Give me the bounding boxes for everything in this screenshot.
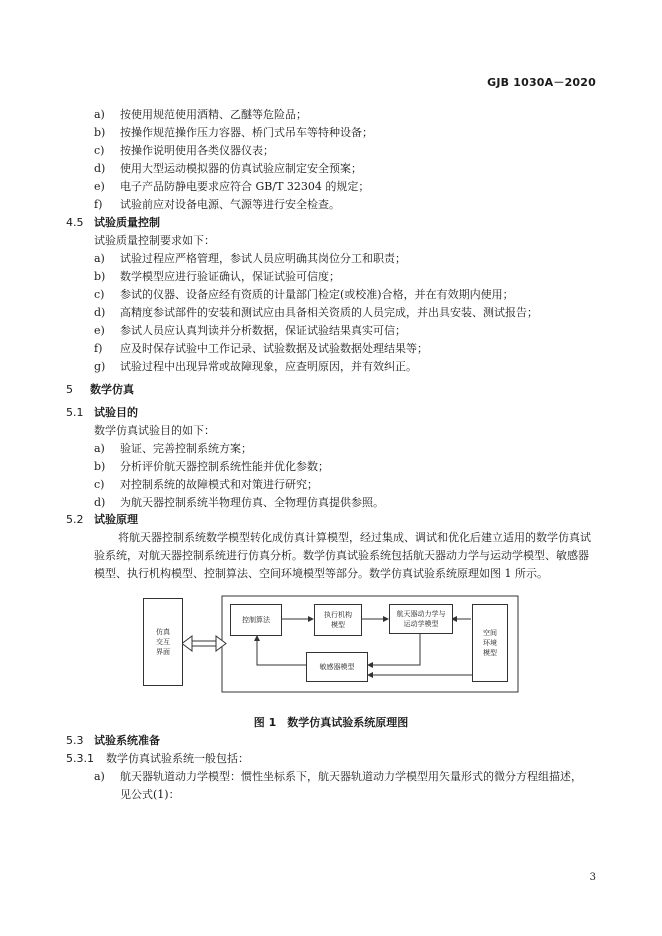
item-text: 应及时保存试验中工作记录、试验数据及试验数据处理结果等； (120, 342, 428, 355)
section-title: 试验质量控制 (94, 216, 160, 229)
item-label: a) (94, 770, 105, 783)
sensor-model-box: 敏感器模型 (306, 652, 368, 682)
item-label: e) (94, 324, 105, 337)
section-heading-4-5: 4.5 试验质量控制 (66, 216, 160, 229)
simulation-ui-box: 仿真 交互 界面 (143, 598, 183, 686)
item-text: 参试的仪器、设备应经有资质的计量部门检定(或校准)合格，并在有效期内使用； (120, 288, 514, 301)
item-label: e) (94, 180, 105, 193)
item-label: f) (94, 198, 103, 211)
section-heading-5: 5 数学仿真 (66, 383, 134, 396)
item-text: 电子产品防静电要求应符合 GB/T 32304 的规定； (120, 180, 370, 193)
space-environment-box: 空间 环境 模型 (472, 604, 508, 682)
control-algorithm-box: 控制算法 (230, 604, 282, 636)
subsection-text: 数学仿真试验系统一般包括： (106, 752, 249, 765)
paragraph-line: 将航天器控制系统数学模型转化成仿真计算模型，经过集成、调试和优化后建立适用的数学仿真试 (118, 531, 591, 544)
item-text: 高精度参试部件的安装和测试应由具备相关资质的人员完成，并出具安装、测试报告； (120, 306, 538, 319)
item-text: 按操作规范操作压力容器、桥门式吊车等特种设备； (120, 126, 373, 139)
item-text: 验证、完善控制系统方案； (120, 442, 252, 455)
item-label: f) (94, 342, 103, 355)
item-text: 为航天器控制系统半物理仿真、全物理仿真提供参照。 (120, 496, 384, 509)
item-label: a) (94, 442, 105, 455)
item-text: 试验过程中出现异常或故障现象，应查明原因，并有效纠正。 (120, 360, 417, 373)
paragraph-line: 验系统，对航天器控制系统进行仿真分析。数学仿真试验系统包括航天器动力学与运动学模型、敏感器 (94, 549, 589, 562)
list-item-continuation: 见公式(1)： (120, 788, 180, 801)
figure-caption: 图 1 数学仿真试验系统原理图 (253, 716, 409, 729)
item-label: c) (94, 144, 105, 157)
item-text: 试验前应对设备电源、气源等进行安全检查。 (120, 198, 340, 211)
actuator-model-box: 执行机构 模型 (314, 604, 362, 636)
section-title: 数学仿真 (90, 383, 134, 396)
item-text: 参试人员应认真判读并分析数据，保证试验结果真实可信； (120, 324, 406, 337)
page-number: 3 (589, 872, 596, 883)
bidirectional-arrow (182, 636, 226, 651)
item-label: b) (94, 270, 106, 283)
section-intro: 试验质量控制要求如下： (94, 234, 215, 247)
section-heading-5-1: 5.1 试验目的 (66, 406, 138, 419)
arrow-dynamics-sensor (368, 632, 420, 665)
item-label: d) (94, 306, 106, 319)
dynamics-model-box: 航天器动力学与 运动学模型 (389, 604, 453, 634)
section-title: 试验目的 (94, 406, 138, 419)
item-text: 数学模型应进行验证确认，保证试验可信度； (120, 270, 340, 283)
item-text: 对控制系统的故障模式和对策进行研究； (120, 478, 318, 491)
section-heading-5-2: 5.2 试验原理 (66, 513, 138, 526)
item-label: b) (94, 460, 106, 473)
item-text: 分析评价航天器控制系统性能并优化参数； (120, 460, 329, 473)
item-label: a) (94, 252, 105, 265)
section-title: 试验原理 (94, 513, 138, 526)
item-text: 航天器轨道动力学模型：惯性坐标系下，航天器轨道动力学模型用矢量形式的微分方程组描述， (120, 770, 582, 783)
item-text: 按操作说明使用各类仪器仪表； (120, 144, 274, 157)
item-label: d) (94, 496, 106, 509)
item-label: c) (94, 478, 105, 491)
item-text: 试验过程应严格管理，参试人员应明确其岗位分工和职责； (120, 252, 406, 265)
item-text: 按使用规范使用酒精、乙醚等危险品； (120, 108, 307, 121)
section-intro: 数学仿真试验目的如下： (94, 424, 215, 437)
subsection-5-3-1: 5.3.1 数学仿真试验系统一般包括： (66, 752, 249, 765)
section-heading-5-3: 5.3 试验系统准备 (66, 734, 160, 747)
item-label: a) (94, 108, 105, 121)
list-item (94, 770, 582, 784)
item-label: b) (94, 126, 106, 139)
paragraph-line: 模型、执行机构模型、控制算法、空间环境模型等部分。数学仿真试验系统原理如图 1 所示。 (94, 567, 548, 580)
item-label: c) (94, 288, 105, 301)
standard-code: GJB 1030A－2020 (487, 76, 596, 89)
arrow-sensor-control (257, 636, 306, 665)
item-label: d) (94, 162, 106, 175)
section-title: 试验系统准备 (94, 734, 160, 747)
item-text: 使用大型运动模拟器的仿真试验应制定安全预案； (120, 162, 362, 175)
item-label: g) (94, 360, 106, 373)
